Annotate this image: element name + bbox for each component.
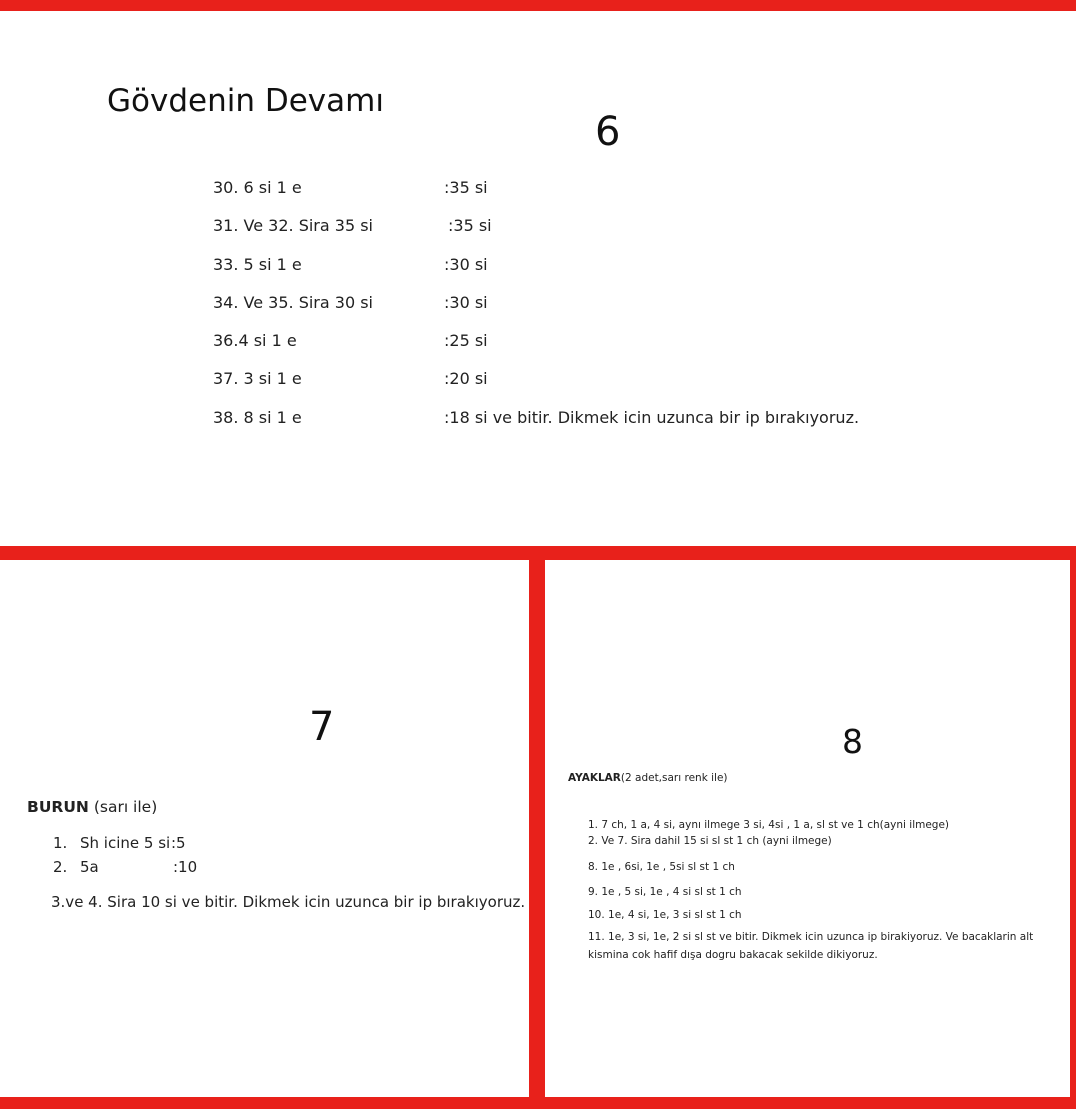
page-6-row-6-count: :20 si	[444, 369, 488, 388]
right-red-border-bottom	[1070, 556, 1076, 1109]
page-7-title	[27, 798, 157, 816]
page-8-title	[568, 772, 728, 784]
page-8-line-7: kismina cok hafif dışa dogru bakacak sekilde dikiyoruz.	[588, 949, 878, 961]
page-7-step-1	[53, 834, 186, 852]
step-count: :5	[171, 834, 186, 852]
page-6-title: Gövdenin Devamı	[107, 83, 384, 119]
step-number: 1.	[53, 834, 68, 852]
page-7-step-2	[53, 858, 198, 876]
step-number: 2.	[53, 858, 68, 876]
page-7-note: 3.ve 4. Sira 10 si ve bitir. Dikmek icin uzunca bir ip bırakıyoruz.	[51, 893, 526, 911]
page-8-title-bold: AYAKLAR	[568, 772, 621, 784]
page-6-row-5-step: 36.4 si 1 e	[213, 331, 297, 350]
page-6-row-4-step: 34. Ve 35. Sira 30 si	[213, 293, 373, 312]
page-8-line-2: 2. Ve 7. Sira dahil 15 si sl st 1 ch (ayni ilmege)	[588, 835, 832, 847]
page-6-number: 6	[595, 109, 621, 155]
page-8-line-6: 11. 1e, 3 si, 1e, 2 si sl st ve bitir. Dikmek icin uzunca ip birakiyoruz. Ve bacaklarin alt	[588, 931, 1034, 943]
page-7-panel	[0, 560, 529, 1097]
page-6-row-3-count: :30 si	[444, 255, 488, 274]
page-8-line-3: 8. 1e , 6si, 1e , 5si sl st 1 ch	[588, 861, 735, 873]
page-6-row-2-step: 31. Ve 32. Sira 35 si	[213, 216, 373, 235]
page-6-panel	[0, 11, 1076, 546]
page-6-row-3-step: 33. 5 si 1 e	[213, 255, 302, 274]
page-6-row-2-count: :35 si	[448, 216, 492, 235]
page-6-row-7-step: 38. 8 si 1 e	[213, 408, 302, 427]
page-8-line-4: 9. 1e , 5 si, 1e , 4 si sl st 1 ch	[588, 886, 742, 898]
page-6-row-4-count: :30 si	[444, 293, 488, 312]
bottom-red-border	[0, 1097, 1076, 1109]
page-8-line-5: 10. 1e, 4 si, 1e, 3 si sl st 1 ch	[588, 909, 742, 921]
page-8-title-rest: (2 adet,sarı renk ile)	[620, 772, 728, 784]
page-6-row-1-step: 30. 6 si 1 e	[213, 178, 302, 197]
page-7-title-rest: (sarı ile)	[88, 798, 158, 816]
page-8-panel	[545, 560, 1070, 1097]
page-7-title-bold: BURUN	[27, 798, 89, 816]
page-6-row-7-count: :18 si ve bitir. Dikmek icin uzunca bir ip bırakıyoruz.	[444, 408, 860, 427]
page-8-line-1: 1. 7 ch, 1 a, 4 si, aynı ilmege 3 si, 4si , 1 a, sl st ve 1 ch(ayni ilmege)	[588, 819, 950, 831]
vertical-red-divider	[529, 556, 545, 1109]
page-8-number: 8	[842, 722, 863, 761]
page-6-row-6-step: 37. 3 si 1 e	[213, 369, 302, 388]
top-red-border	[0, 0, 1076, 11]
page-6-row-5-count: :25 si	[444, 331, 488, 350]
page-6-row-1-count: :35 si	[444, 178, 488, 197]
step-text: Sh icine 5 si	[80, 834, 171, 852]
page-7-number: 7	[309, 704, 335, 750]
step-count: :10	[173, 858, 198, 876]
step-text: 5a	[80, 858, 99, 876]
